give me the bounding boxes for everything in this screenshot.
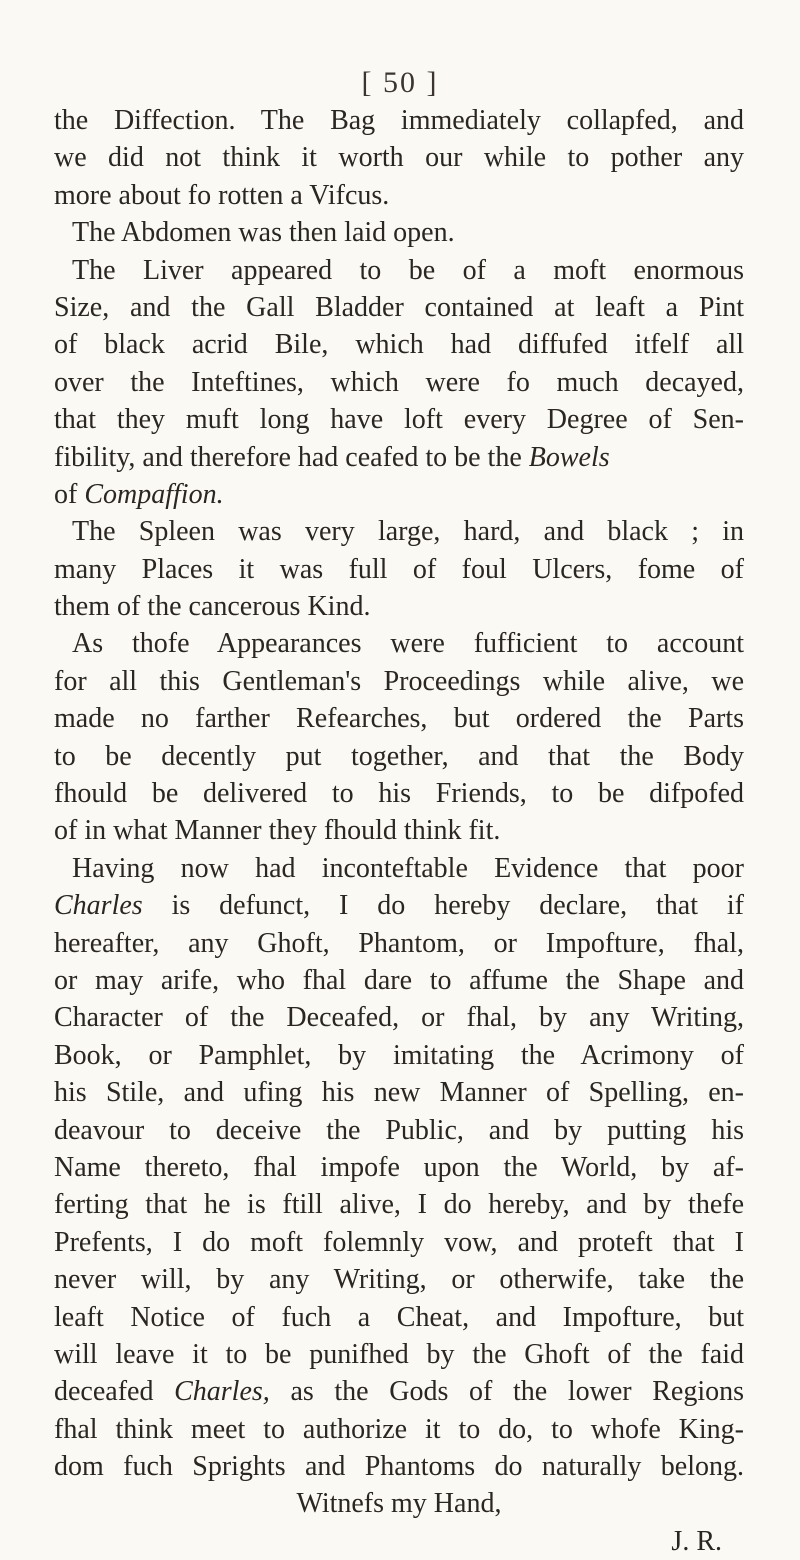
text-line: of Compaffion. (54, 478, 224, 510)
italic-text: Charles, (174, 1376, 270, 1408)
text-line: for all this Gentleman's Proceedings while alive, we (54, 665, 744, 697)
italic-text: Compaffion. (84, 478, 224, 510)
text-line: ferting that he is ftill alive, I do hereby, and by thefe (54, 1189, 744, 1221)
text-line: made no farther Refearches, but ordered the Parts (54, 703, 744, 735)
text-line: Character of the Deceafed, or fhal, by any Writing, (54, 1002, 744, 1034)
text-line: dom fuch Sprights and Phantoms do naturally belong. (54, 1451, 744, 1483)
text-line: many Places it was full of foul Ulcers, fome of (54, 553, 744, 585)
text-line: we did not think it worth our while to pother any (54, 142, 744, 174)
text-line: of black acrid Bile, which had diffufed itfelf all (54, 329, 744, 361)
text-line: As thofe Appearances were fufficient to account (72, 628, 744, 660)
text-line: J. R. (671, 1525, 722, 1557)
text-line: Witnefs my Hand, (296, 1488, 502, 1520)
text-line: fhould be delivered to his Friends, to be difpofed (54, 778, 744, 810)
text-line: or may arife, who fhal dare to affume the Shape and (54, 964, 744, 996)
text-line: to be decently put together, and that the Body (54, 740, 744, 772)
text-line: deceafed Charles, as the Gods of the lower Regions (54, 1376, 744, 1408)
text-line: Size, and the Gall Bladder contained at leaft a Pint (54, 291, 744, 323)
text-line: Charles is defunct, I do hereby declare, that if (54, 890, 744, 922)
text-line: over the Inteftines, which were fo much decayed, (54, 366, 744, 398)
text-line: deavour to deceive the Public, and by putting his (54, 1114, 744, 1146)
italic-text: Charles (54, 890, 143, 922)
text-line: Book, or Pamphlet, by imitating the Acrimony of (54, 1039, 744, 1071)
text-line: The Abdomen was then laid open. (72, 217, 455, 249)
text-line: The Liver appeared to be of a moft enormous (72, 254, 744, 286)
text-line: them of the cancerous Kind. (54, 591, 371, 623)
text-line: will leave it to be punifhed by the Ghoft of the faid (54, 1338, 744, 1370)
text-line: Name thereto, fhal impofe upon the World, by af- (54, 1151, 744, 1183)
page-number: [ 50 ] (361, 66, 439, 99)
text-line: The Spleen was very large, hard, and black ; in (72, 516, 744, 548)
text-line: fibility, and therefore had ceafed to be the Bowels (54, 441, 610, 473)
text-line: that they muft long have loft every Degree of Sen- (54, 404, 744, 436)
text-line: his Stile, and ufing his new Manner of Spelling, en- (54, 1077, 744, 1109)
text-line: more about fo rotten a Vifcus. (54, 179, 390, 211)
text-line: hereafter, any Ghoft, Phantom, or Impofture, fhal, (54, 927, 744, 959)
text-line: never will, by any Writing, or otherwife, take the (54, 1264, 744, 1296)
text-line: Prefents, I do moft folemnly vow, and proteft that I (54, 1226, 744, 1258)
body-text (54, 102, 744, 1560)
text-line: the Diffection. The Bag immediately collapfed, and (54, 105, 744, 136)
text-line: of in what Manner they fhould think fit. (54, 815, 501, 847)
text-line: leaft Notice of fuch a Cheat, and Impofture, but (54, 1301, 744, 1333)
text-line: Having now had inconteftable Evidence that poor (72, 852, 744, 884)
italic-text: Bowels (528, 441, 610, 473)
text-line: fhal think meet to authorize it to do, to whofe King- (54, 1413, 744, 1445)
